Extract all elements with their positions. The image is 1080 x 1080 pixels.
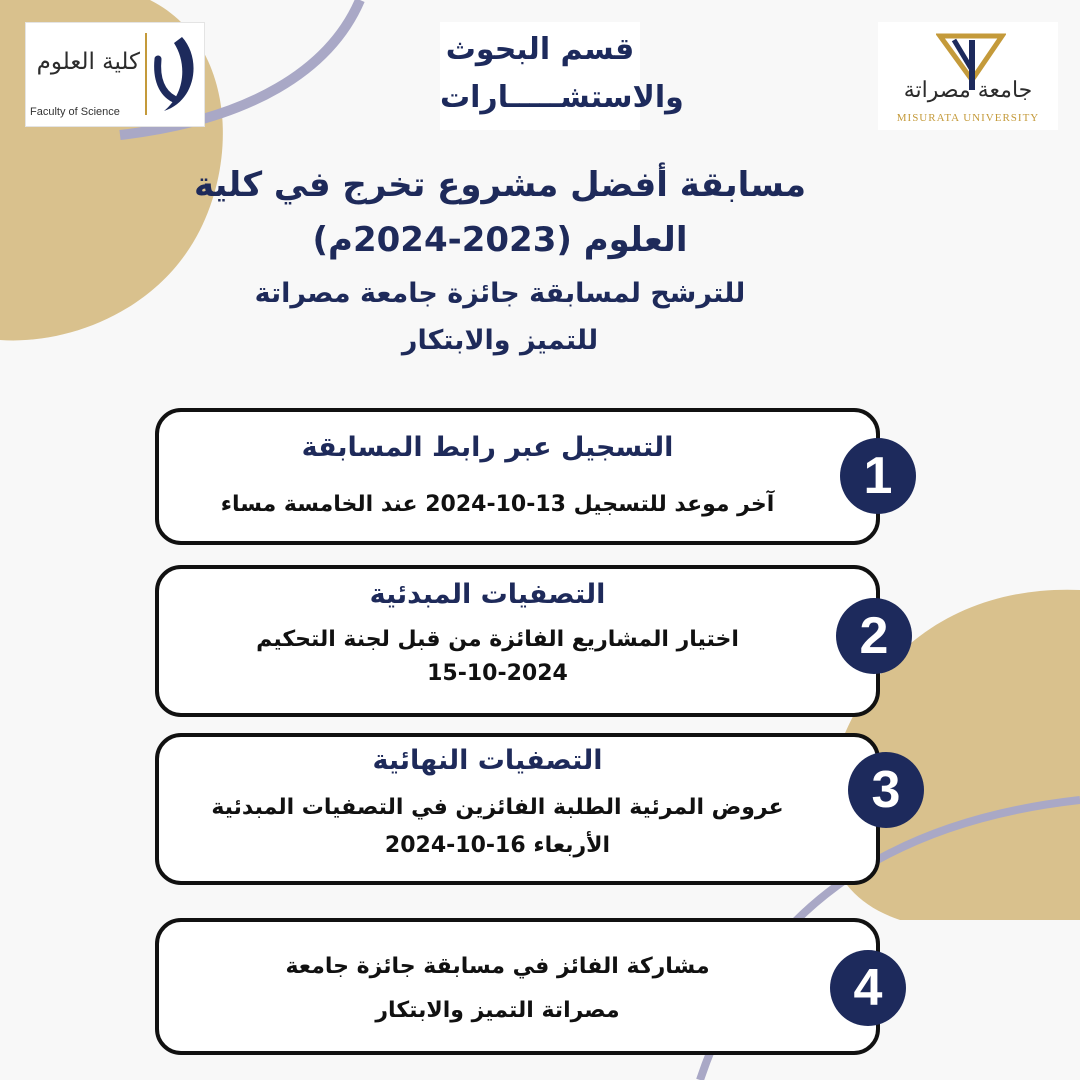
step-3-heading: التصفيات النهائية bbox=[372, 745, 603, 776]
step-1-line1: آخر موعد للتسجيل 13-10-2024 عند الخامسة مساء bbox=[220, 492, 775, 517]
page-subtitle-line2: للتميز والابتكار bbox=[401, 325, 599, 356]
faculty-crescent-icon bbox=[144, 29, 198, 119]
page-title-line1: مسابقة أفضل مشروع تخرج في كلية bbox=[193, 165, 807, 205]
step-2-heading: التصفيات المبدئية bbox=[369, 579, 606, 610]
step-3-line1: عروض المرئية الطلبة الفائزين في التصفيات المبدئية bbox=[211, 795, 784, 820]
step-2-number-badge: 2 bbox=[836, 598, 912, 674]
step-3-line2: الأربعاء 16-10-2024 bbox=[384, 833, 611, 858]
step-2-line1: اختيار المشاريع الفائزة من قبل لجنة التحكيم bbox=[256, 627, 739, 652]
step-4-line1: مشاركة الفائز في مسابقة جائزة جامعة bbox=[285, 954, 710, 979]
faculty-logo-arabic: كلية العلوم bbox=[36, 49, 140, 75]
step-card-3 bbox=[155, 733, 880, 885]
step-1-heading: التسجيل عبر رابط المسابقة bbox=[301, 432, 674, 463]
research-department-logo bbox=[440, 22, 684, 130]
misurata-university-logo bbox=[878, 22, 1058, 130]
page-subtitle-line1: للترشح لمسابقة جائزة جامعة مصراتة bbox=[254, 278, 746, 309]
faculty-of-science-logo bbox=[25, 22, 205, 127]
university-logo-arabic: جامعة مصراتة bbox=[903, 78, 1033, 103]
step-1-number-badge: 1 bbox=[840, 438, 916, 514]
university-logo-english: MISURATA UNIVERSITY bbox=[896, 112, 1040, 124]
step-4-line2: مصراتة التميز والابتكار bbox=[375, 998, 620, 1023]
faculty-logo-english: Faculty of Science bbox=[30, 106, 120, 118]
dept-logo-line1: قسم البحوث bbox=[445, 32, 635, 67]
step-4-number-badge: 4 bbox=[830, 950, 906, 1026]
step-card-2 bbox=[155, 565, 880, 717]
step-2-line2: 15-10-2024 bbox=[427, 661, 568, 686]
dept-logo-line2: والاستشـــــارات bbox=[440, 80, 684, 115]
step-card-1 bbox=[155, 408, 880, 545]
step-3-number-badge: 3 bbox=[848, 752, 924, 828]
step-card-4 bbox=[155, 918, 880, 1055]
page-title-line2: العلوم (2023-2024م) bbox=[312, 220, 688, 260]
